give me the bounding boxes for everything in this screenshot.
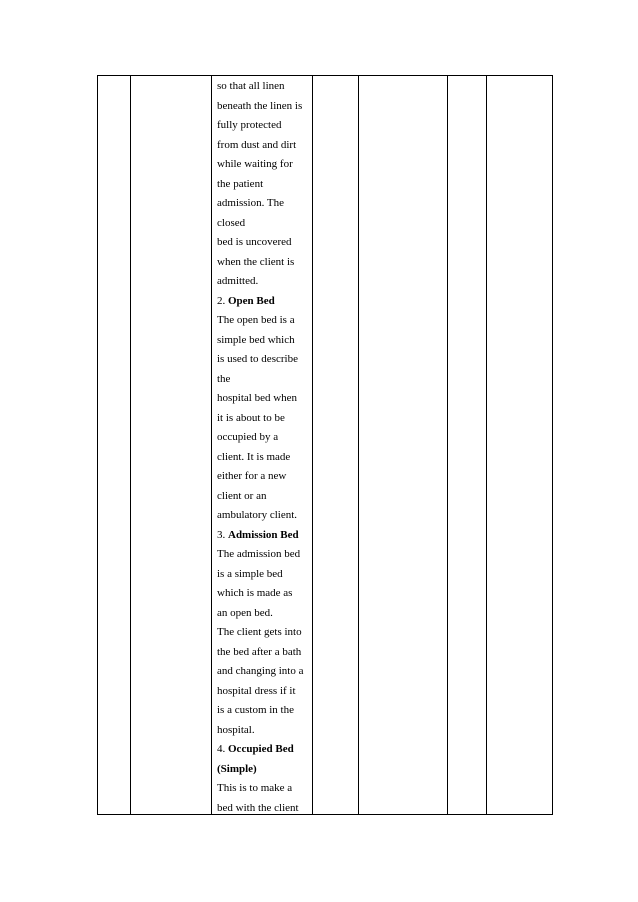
text-line: [217, 682, 311, 702]
text-segment: fully protected: [217, 119, 282, 131]
text-line: [217, 565, 311, 585]
text-line: [217, 175, 311, 195]
text-line: [217, 662, 311, 682]
column-divider: [211, 76, 212, 814]
text-line: [217, 506, 311, 526]
text-segment: the: [217, 372, 231, 385]
text-line: [217, 487, 311, 507]
text-segment: it is about to be: [217, 411, 285, 424]
text-line: [217, 116, 311, 136]
text-segment: while waiting for: [217, 158, 293, 170]
content-cell: [217, 77, 311, 818]
text-segment: the patient: [217, 177, 264, 190]
text-segment: hospital.: [217, 723, 255, 736]
text-line: [217, 584, 311, 604]
bold-text: Open Bed: [228, 294, 275, 307]
text-segment: The open bed is a: [217, 314, 295, 326]
text-segment: the bed after a bath: [217, 645, 302, 658]
column-divider: [447, 76, 448, 814]
text-line: [217, 779, 311, 799]
text-line: [217, 526, 311, 546]
text-segment: is a custom in the: [217, 704, 294, 716]
text-segment: when the client is: [217, 255, 295, 268]
text-line: [217, 428, 311, 448]
text-line: [217, 97, 311, 117]
text-line: [217, 760, 311, 780]
text-segment: 4.: [217, 743, 228, 755]
text-segment: admission. The: [217, 197, 285, 209]
text-segment: admitted.: [217, 275, 259, 287]
text-line: [217, 740, 311, 760]
text-segment: This is to make a: [217, 782, 293, 794]
text-line: [217, 623, 311, 643]
text-line: [217, 389, 311, 409]
text-line: [217, 604, 311, 624]
text-segment: so that all linen: [217, 80, 285, 92]
text-line: [217, 370, 311, 390]
text-line: [217, 467, 311, 487]
text-segment: closed: [217, 216, 246, 229]
text-line: [217, 448, 311, 468]
column-divider: [312, 76, 313, 814]
text-segment: ambulatory client.: [217, 509, 298, 521]
text-line: [217, 331, 311, 351]
text-segment: hospital dress if it: [217, 684, 296, 697]
text-line: [217, 214, 311, 234]
text-segment: 2.: [217, 294, 228, 307]
text-segment: an open bed.: [217, 606, 273, 619]
text-line: [217, 311, 311, 331]
text-line: [217, 136, 311, 156]
text-line: [217, 233, 311, 253]
column-divider: [358, 76, 359, 814]
text-segment: bed with the client: [217, 801, 299, 814]
text-line: [217, 643, 311, 663]
text-line: [217, 701, 311, 721]
text-segment: The admission bed: [217, 548, 301, 560]
bold-text: (Simple): [217, 762, 257, 775]
text-line: [217, 194, 311, 214]
text-segment: 3.: [217, 528, 228, 541]
text-segment: which is made as: [217, 587, 293, 599]
text-line: [217, 350, 311, 370]
text-line: [217, 545, 311, 565]
text-segment: and changing into a: [217, 665, 304, 677]
text-line: [217, 77, 311, 97]
text-segment: either for a new: [217, 470, 287, 482]
text-segment: occupied by a: [217, 431, 279, 443]
text-line: [217, 155, 311, 175]
text-segment: client. It is made: [217, 450, 291, 463]
text-line: [217, 721, 311, 741]
text-segment: client or an: [217, 489, 267, 502]
bold-text: Occupied Bed: [228, 743, 294, 755]
text-line: [217, 409, 311, 429]
text-segment: simple bed which: [217, 333, 295, 346]
text-line: [217, 292, 311, 312]
text-segment: is a simple bed: [217, 567, 283, 580]
text-segment: The client gets into: [217, 626, 302, 638]
text-line: [217, 272, 311, 292]
text-line: [217, 253, 311, 273]
column-divider: [486, 76, 487, 814]
text-segment: hospital bed when: [217, 392, 298, 404]
text-line: [217, 799, 311, 819]
text-segment: is used to describe: [217, 353, 298, 365]
procedure-table: [97, 75, 553, 815]
bold-text: Admission Bed: [228, 528, 299, 541]
text-segment: beneath the linen is: [217, 99, 303, 112]
column-divider: [130, 76, 131, 814]
text-segment: from dust and dirt: [217, 138, 297, 151]
text-segment: bed is uncovered: [217, 236, 292, 248]
